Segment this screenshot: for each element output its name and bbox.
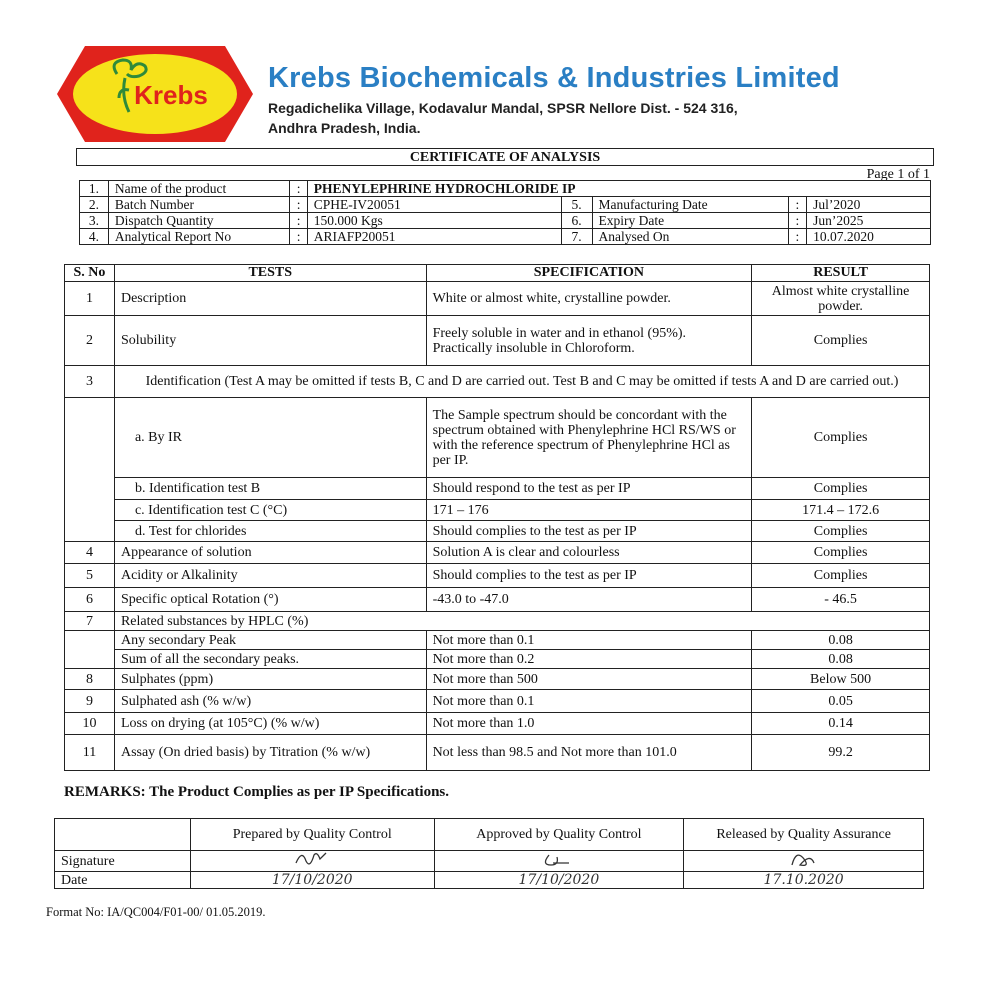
separator: : — [290, 197, 307, 213]
company-name: Krebs Biochemicals & Industries Limited — [268, 62, 840, 94]
tests-header-row — [65, 265, 930, 282]
signature-label: Signature — [55, 851, 191, 872]
test-row — [65, 564, 930, 588]
test-spec: 171 – 176 — [426, 500, 752, 521]
test-spec: Solution A is clear and colourless — [426, 542, 752, 564]
test-number: 8 — [65, 669, 115, 690]
date-row — [55, 872, 924, 889]
test-row — [65, 316, 930, 366]
row-number: 2. — [80, 197, 109, 213]
test-number: 7 — [65, 612, 115, 631]
signature-row — [55, 851, 924, 872]
test-result: Below 500 — [752, 669, 930, 690]
test-result: Complies — [752, 478, 930, 500]
test-name: Sulphated ash (% w/w) — [114, 690, 426, 713]
test-result: Complies — [752, 564, 930, 588]
test-number: 3 — [65, 366, 115, 398]
logo-text: Krebs — [134, 80, 208, 110]
expiry-date: Jun’2025 — [807, 213, 931, 229]
test-result: Complies — [752, 398, 930, 478]
test-name: b. Identification test B — [114, 478, 426, 500]
test-row — [65, 588, 930, 612]
released-by-header: Released by Quality Assurance — [684, 819, 924, 851]
test-spec: The Sample spectrum should be concordant with the spectrum obtained with Phenylephrine HCl RS/WS or with the reference spectrum of Phenylephrine HCl as per IP. — [426, 398, 752, 478]
identification-note: Identification (Test A may be omitted if tests B, C and D are carried out. Test B and C may be omitted if tests A and D are carried out.) — [114, 366, 929, 398]
test-spec: Not less than 98.5 and Not more than 101.0 — [426, 735, 752, 771]
field-label: Name of the product — [108, 181, 290, 197]
test-spec: Should complies to the test as per IP — [426, 521, 752, 542]
test-row — [65, 612, 930, 631]
empty-cell — [65, 398, 115, 542]
test-row — [65, 500, 930, 521]
test-spec: Should complies to the test as per IP — [426, 564, 752, 588]
test-spec: Should respond to the test as per IP — [426, 478, 752, 500]
test-result: 99.2 — [752, 735, 930, 771]
specification-header: SPECIFICATION — [426, 265, 752, 282]
report-row — [80, 229, 931, 245]
test-name: d. Test for chlorides — [114, 521, 426, 542]
result-header: RESULT — [752, 265, 930, 282]
field-label: Analytical Report No — [108, 229, 290, 245]
page-number: Page 1 of 1 — [866, 167, 930, 182]
test-name: Appearance of solution — [114, 542, 426, 564]
remarks: REMARKS: The Product Complies as per IP Specifications. — [64, 784, 450, 800]
test-number: 1 — [65, 282, 115, 316]
field-label: Expiry Date — [592, 213, 788, 229]
test-number: 9 — [65, 690, 115, 713]
batch-row — [80, 197, 931, 213]
test-spec: Not more than 0.1 — [426, 690, 752, 713]
test-number: 6 — [65, 588, 115, 612]
test-row — [65, 669, 930, 690]
separator: : — [290, 213, 307, 229]
test-row — [65, 690, 930, 713]
field-label: Batch Number — [108, 197, 290, 213]
dispatch-quantity: 150.000 Kgs — [307, 213, 561, 229]
date-label: Date — [55, 872, 191, 889]
empty-cell — [55, 819, 191, 851]
analysed-on-date: 10.07.2020 — [807, 229, 931, 245]
test-result: - 46.5 — [752, 588, 930, 612]
row-number: 7. — [561, 229, 592, 245]
quantity-row — [80, 213, 931, 229]
separator: : — [788, 229, 807, 245]
handwritten-signature — [539, 851, 579, 867]
test-spec: Freely soluble in water and in ethanol (95%). Practically insoluble in Chloroform. — [426, 316, 752, 366]
batch-number: CPHE-IV20051 — [307, 197, 561, 213]
test-name: Sulphates (ppm) — [114, 669, 426, 690]
field-label: Manufacturing Date — [592, 197, 788, 213]
test-number: 2 — [65, 316, 115, 366]
address-line-2: Andhra Pradesh, India. — [268, 120, 421, 136]
analytical-report-number: ARIAFP20051 — [307, 229, 561, 245]
tests-table — [64, 264, 930, 771]
test-spec: -43.0 to -47.0 — [426, 588, 752, 612]
test-number: 4 — [65, 542, 115, 564]
test-result: Complies — [752, 316, 930, 366]
test-spec: Not more than 500 — [426, 669, 752, 690]
test-row — [65, 650, 930, 669]
separator: : — [788, 197, 807, 213]
date-prepared: 17/10/2020 — [190, 872, 434, 889]
test-result: Complies — [752, 521, 930, 542]
product-row — [80, 181, 931, 197]
sno-header: S. No — [65, 265, 115, 282]
test-result: 171.4 – 172.6 — [752, 500, 930, 521]
test-number: 11 — [65, 735, 115, 771]
test-name: Sum of all the secondary peaks. — [114, 650, 426, 669]
date-approved: 17/10/2020 — [434, 872, 684, 889]
row-number: 3. — [80, 213, 109, 229]
test-spec: Not more than 0.1 — [426, 631, 752, 650]
company-logo — [55, 44, 255, 144]
test-number: 10 — [65, 713, 115, 735]
product-info-table — [79, 180, 931, 245]
test-result: Complies — [752, 542, 930, 564]
test-spec: Not more than 0.2 — [426, 650, 752, 669]
separator: : — [788, 213, 807, 229]
test-row — [65, 735, 930, 771]
row-number: 6. — [561, 213, 592, 229]
test-name: Acidity or Alkalinity — [114, 564, 426, 588]
test-spec: White or almost white, crystalline powder. — [426, 282, 752, 316]
test-name: Specific optical Rotation (°) — [114, 588, 426, 612]
test-result: 0.05 — [752, 690, 930, 713]
test-name: Assay (On dried basis) by Titration (% w/w) — [114, 735, 426, 771]
signature-header-row — [55, 819, 924, 851]
product-name: PHENYLEPHRINE HYDROCHLORIDE IP — [307, 181, 930, 197]
signature-prepared — [190, 851, 434, 872]
manufacturing-date: Jul’2020 — [807, 197, 931, 213]
date-released: 17.10.2020 — [684, 872, 924, 889]
signature-approved — [434, 851, 684, 872]
test-result: Almost white crystalline powder. — [752, 282, 930, 316]
test-name: a. By IR — [114, 398, 426, 478]
test-result: 0.08 — [752, 631, 930, 650]
empty-cell — [65, 631, 115, 669]
test-number: 5 — [65, 564, 115, 588]
separator: : — [290, 229, 307, 245]
test-name: Solubility — [114, 316, 426, 366]
tests-header: TESTS — [114, 265, 426, 282]
test-row — [65, 713, 930, 735]
test-row — [65, 366, 930, 398]
test-row — [65, 631, 930, 650]
test-name: c. Identification test C (°C) — [114, 500, 426, 521]
separator: : — [290, 181, 307, 197]
row-number: 4. — [80, 229, 109, 245]
test-name: Any secondary Peak — [114, 631, 426, 650]
approved-by-header: Approved by Quality Control — [434, 819, 684, 851]
test-row — [65, 542, 930, 564]
row-number: 5. — [561, 197, 592, 213]
test-row — [65, 398, 930, 478]
test-result: 0.14 — [752, 713, 930, 735]
prepared-by-header: Prepared by Quality Control — [190, 819, 434, 851]
handwritten-signature — [784, 851, 824, 867]
address-line-1: Regadichelika Village, Kodavalur Mandal, SPSR Nellore Dist. - 524 316, — [268, 100, 738, 116]
certificate-title: CERTIFICATE OF ANALYSIS — [76, 148, 934, 166]
test-row — [65, 478, 930, 500]
field-label: Analysed On — [592, 229, 788, 245]
signature-table — [54, 818, 924, 889]
test-result: 0.08 — [752, 650, 930, 669]
test-name: Description — [114, 282, 426, 316]
test-spec: Not more than 1.0 — [426, 713, 752, 735]
test-name: Related substances by HPLC (%) — [114, 612, 929, 631]
test-name: Loss on drying (at 105°C) (% w/w) — [114, 713, 426, 735]
signature-released — [684, 851, 924, 872]
format-number: Format No: IA/QC004/F01-00/ 01.05.2019. — [46, 905, 266, 919]
handwritten-signature — [292, 851, 332, 867]
test-row — [65, 282, 930, 316]
test-row — [65, 521, 930, 542]
field-label: Dispatch Quantity — [108, 213, 290, 229]
row-number: 1. — [80, 181, 109, 197]
